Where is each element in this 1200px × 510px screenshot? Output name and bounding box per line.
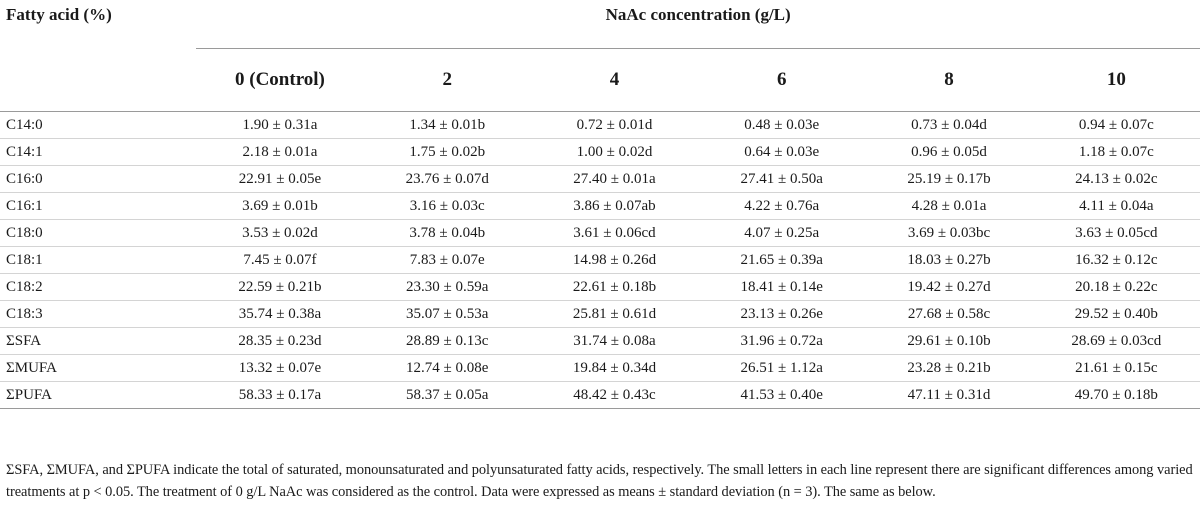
table-cell: 25.19 ± 0.17b xyxy=(865,166,1032,193)
table-cell: 48.42 ± 0.43c xyxy=(531,382,698,409)
table-cell: 4.11 ± 0.04a xyxy=(1033,193,1200,220)
table-cell: 28.89 ± 0.13c xyxy=(364,328,531,355)
table-cell: 3.16 ± 0.03c xyxy=(364,193,531,220)
table-row xyxy=(0,247,1200,274)
header-row-group xyxy=(0,0,1200,49)
table-cell: 58.37 ± 0.05a xyxy=(364,382,531,409)
table-cell: 4.07 ± 0.25a xyxy=(698,220,865,247)
column-header: 0 (Control) xyxy=(196,49,363,112)
table-cell: 21.61 ± 0.15c xyxy=(1033,355,1200,382)
table-cell: 27.68 ± 0.58c xyxy=(865,301,1032,328)
table-cell: 25.81 ± 0.61d xyxy=(531,301,698,328)
table-cell: 21.65 ± 0.39a xyxy=(698,247,865,274)
table-row xyxy=(0,355,1200,382)
table-cell: 27.41 ± 0.50a xyxy=(698,166,865,193)
row-label: C14:1 xyxy=(0,139,196,166)
column-header: 10 xyxy=(1033,49,1200,112)
header-row-columns xyxy=(0,49,1200,112)
table-row xyxy=(0,382,1200,409)
table-cell: 49.70 ± 0.18b xyxy=(1033,382,1200,409)
row-label: ΣMUFA xyxy=(0,355,196,382)
table-row xyxy=(0,301,1200,328)
table-cell: 0.72 ± 0.01d xyxy=(531,112,698,139)
table-cell: 0.73 ± 0.04d xyxy=(865,112,1032,139)
table-cell: 3.53 ± 0.02d xyxy=(196,220,363,247)
table-cell: 31.74 ± 0.08a xyxy=(531,328,698,355)
column-header: 6 xyxy=(698,49,865,112)
table-cell: 23.28 ± 0.21b xyxy=(865,355,1032,382)
table-cell: 26.51 ± 1.12a xyxy=(698,355,865,382)
column-header: 2 xyxy=(364,49,531,112)
table-cell: 3.69 ± 0.01b xyxy=(196,193,363,220)
table-cell: 24.13 ± 0.02c xyxy=(1033,166,1200,193)
table-cell: 28.35 ± 0.23d xyxy=(196,328,363,355)
table-cell: 31.96 ± 0.72a xyxy=(698,328,865,355)
table-row xyxy=(0,112,1200,139)
table-cell: 23.13 ± 0.26e xyxy=(698,301,865,328)
row-label: ΣSFA xyxy=(0,328,196,355)
table-cell: 3.63 ± 0.05cd xyxy=(1033,220,1200,247)
table-row xyxy=(0,139,1200,166)
table-cell: 7.45 ± 0.07f xyxy=(196,247,363,274)
corner-header-blank xyxy=(0,49,196,112)
table-cell: 0.48 ± 0.03e xyxy=(698,112,865,139)
table-cell: 23.30 ± 0.59a xyxy=(364,274,531,301)
table-row xyxy=(0,328,1200,355)
table-cell: 12.74 ± 0.08e xyxy=(364,355,531,382)
table-cell: 3.78 ± 0.04b xyxy=(364,220,531,247)
table-cell: 7.83 ± 0.07e xyxy=(364,247,531,274)
table-row xyxy=(0,166,1200,193)
column-header: 8 xyxy=(865,49,1032,112)
corner-header: Fatty acid (%) xyxy=(6,5,112,24)
table-cell: 2.18 ± 0.01a xyxy=(196,139,363,166)
table-cell: 1.34 ± 0.01b xyxy=(364,112,531,139)
table-cell: 20.18 ± 0.22c xyxy=(1033,274,1200,301)
table-footnote: ΣSFA, ΣMUFA, and ΣPUFA indicate the total of saturated, monounsaturated and polyunsaturated fatty acids, respectively. The small letters in each line represent there are significant differences among varied treatments at p < 0.05. The treatment of 0 g/L NaAc was considered as the control. Data were expressed as means ± standard deviation (n = 3). The same as below. xyxy=(6,462,1193,500)
table-cell: 19.84 ± 0.34d xyxy=(531,355,698,382)
table-cell: 41.53 ± 0.40e xyxy=(698,382,865,409)
table-cell: 23.76 ± 0.07d xyxy=(364,166,531,193)
table-cell: 27.40 ± 0.01a xyxy=(531,166,698,193)
row-label: C14:0 xyxy=(0,112,196,139)
row-label: ΣPUFA xyxy=(0,382,196,409)
table-cell: 16.32 ± 0.12c xyxy=(1033,247,1200,274)
table-cell: 14.98 ± 0.26d xyxy=(531,247,698,274)
table-cell: 3.69 ± 0.03bc xyxy=(865,220,1032,247)
table-cell: 3.86 ± 0.07ab xyxy=(531,193,698,220)
table-body xyxy=(0,112,1200,409)
table-cell: 29.52 ± 0.40b xyxy=(1033,301,1200,328)
table-cell: 1.90 ± 0.31a xyxy=(196,112,363,139)
table-cell: 18.41 ± 0.14e xyxy=(698,274,865,301)
table-cell: 19.42 ± 0.27d xyxy=(865,274,1032,301)
table-cell: 22.91 ± 0.05e xyxy=(196,166,363,193)
table-row xyxy=(0,220,1200,247)
table-cell: 1.18 ± 0.07c xyxy=(1033,139,1200,166)
group-header-title: NaAc concentration (g/L) xyxy=(196,0,1200,49)
table-cell: 28.69 ± 0.03cd xyxy=(1033,328,1200,355)
table-cell: 0.94 ± 0.07c xyxy=(1033,112,1200,139)
row-label: C16:1 xyxy=(0,193,196,220)
table-cell: 35.07 ± 0.53a xyxy=(364,301,531,328)
row-label: C18:1 xyxy=(0,247,196,274)
table-cell: 1.00 ± 0.02d xyxy=(531,139,698,166)
row-label: C18:3 xyxy=(0,301,196,328)
table-cell: 1.75 ± 0.02b xyxy=(364,139,531,166)
table-cell: 22.61 ± 0.18b xyxy=(531,274,698,301)
table-cell: 29.61 ± 0.10b xyxy=(865,328,1032,355)
row-label: C16:0 xyxy=(0,166,196,193)
table-cell: 0.64 ± 0.03e xyxy=(698,139,865,166)
table-cell: 4.22 ± 0.76a xyxy=(698,193,865,220)
column-header: 4 xyxy=(531,49,698,112)
table-cell: 3.61 ± 0.06cd xyxy=(531,220,698,247)
table-cell: 18.03 ± 0.27b xyxy=(865,247,1032,274)
table-row xyxy=(0,193,1200,220)
table-cell: 35.74 ± 0.38a xyxy=(196,301,363,328)
table-cell: 58.33 ± 0.17a xyxy=(196,382,363,409)
table-cell: 4.28 ± 0.01a xyxy=(865,193,1032,220)
table-cell: 13.32 ± 0.07e xyxy=(196,355,363,382)
table-cell: 22.59 ± 0.21b xyxy=(196,274,363,301)
row-label: C18:0 xyxy=(0,220,196,247)
table-row xyxy=(0,274,1200,301)
table-cell: 47.11 ± 0.31d xyxy=(865,382,1032,409)
table-cell: 0.96 ± 0.05d xyxy=(865,139,1032,166)
row-label: C18:2 xyxy=(0,274,196,301)
